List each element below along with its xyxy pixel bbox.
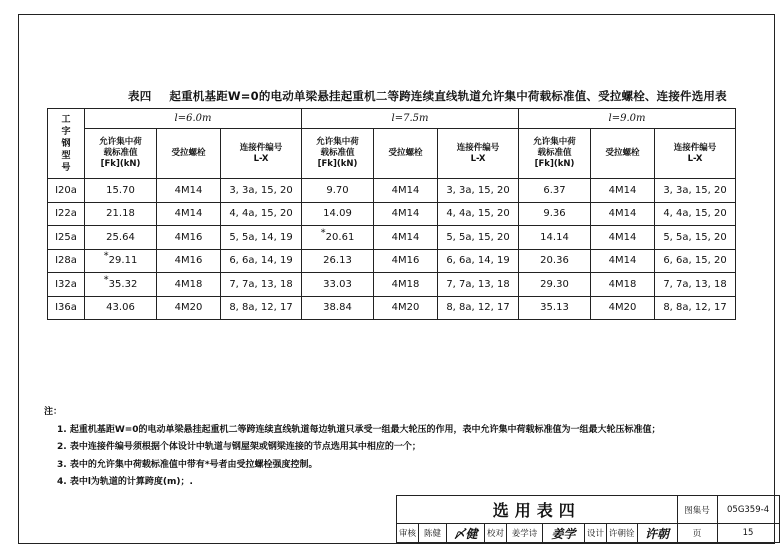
note-item: 4. 表中l为轨道的计算跨度(m)；. xyxy=(57,477,193,487)
designer-signature: 许朝 xyxy=(637,524,677,543)
steel-type: I36a xyxy=(48,296,85,320)
table-row xyxy=(48,226,736,250)
load-header: 允许集中荷 载标准值 [Fk](kN) xyxy=(519,129,591,179)
bolt-value: 4M16 xyxy=(157,226,221,250)
reviewer-signature: 〆健 xyxy=(447,524,485,543)
bolt-value: 4M16 xyxy=(374,249,438,273)
conn-value: 7, 7a, 13, 18 xyxy=(221,273,302,297)
load-value: *20.61 xyxy=(302,226,374,250)
steel-type: I32a xyxy=(48,273,85,297)
title-block xyxy=(396,495,780,543)
steel-type: I25a xyxy=(48,226,85,250)
selection-table xyxy=(47,108,736,320)
conn-value: 6, 6a, 15, 20 xyxy=(655,249,736,273)
table-row xyxy=(48,273,736,297)
table-row xyxy=(48,296,736,320)
steel-type: I20a xyxy=(48,179,85,203)
span-header-1: l=6.0m xyxy=(85,109,302,129)
steel-type: I22a xyxy=(48,202,85,226)
load-value: 26.13 xyxy=(302,249,374,273)
table-row xyxy=(48,202,736,226)
bolt-value: 4M14 xyxy=(374,226,438,250)
note-item: 2. 表中连接件编号须根据个体设计中轨道与钢屋架或钢梁连接的节点选用其中相应的一个； xyxy=(57,442,421,452)
conn-value: 5, 5a, 14, 19 xyxy=(221,226,302,250)
conn-value: 3, 3a, 15, 20 xyxy=(655,179,736,203)
bolt-header: 受拉螺栓 xyxy=(157,129,221,179)
conn-value: 5, 5a, 15, 20 xyxy=(438,226,519,250)
load-value: 25.64 xyxy=(85,226,157,250)
designer-name: 许朝铨 xyxy=(607,524,638,543)
notes-title: 注： xyxy=(44,407,63,417)
conn-value: 8, 8a, 12, 17 xyxy=(221,296,302,320)
load-value: 9.70 xyxy=(302,179,374,203)
load-value: 21.18 xyxy=(85,202,157,226)
note-item: 3. 表中的允许集中荷载标准值中带有*号者由受拉螺栓强度控制。 xyxy=(57,459,318,470)
bolt-value: 4M14 xyxy=(374,202,438,226)
bolt-value: 4M20 xyxy=(157,296,221,320)
table-row xyxy=(48,249,736,273)
load-value: 14.09 xyxy=(302,202,374,226)
load-value: 6.37 xyxy=(519,179,591,203)
load-value: *29.11 xyxy=(85,249,157,273)
load-value: 35.13 xyxy=(519,296,591,320)
conn-value: 5, 5a, 15, 20 xyxy=(655,226,736,250)
bolt-value: 4M14 xyxy=(157,179,221,203)
page-label: 页 xyxy=(677,524,717,543)
table-caption-text: 起重机基距W=0的电动单梁悬挂起重机二等跨连续直线轨道允许集中荷载标准值、受拉螺栓、连接件选用表 xyxy=(169,89,727,103)
page-number: 15 xyxy=(717,524,779,543)
load-value: 9.36 xyxy=(519,202,591,226)
conn-value: 4, 4a, 15, 20 xyxy=(438,202,519,226)
notes xyxy=(44,404,661,492)
load-value: 20.36 xyxy=(519,249,591,273)
bolt-header: 受拉螺栓 xyxy=(374,129,438,179)
bolt-header: 受拉螺栓 xyxy=(591,129,655,179)
conn-header: 连接件编号 L-X xyxy=(655,129,736,179)
atlas-number: 05G359-4 xyxy=(717,496,779,524)
design-label: 设计 xyxy=(585,524,607,543)
check-label: 校对 xyxy=(485,524,507,543)
conn-header: 连接件编号 L-X xyxy=(221,129,302,179)
bolt-value: 4M20 xyxy=(374,296,438,320)
conn-value: 8, 8a, 12, 17 xyxy=(438,296,519,320)
atlas-label: 图集号 xyxy=(677,496,717,524)
conn-value: 7, 7a, 13, 18 xyxy=(438,273,519,297)
conn-value: 8, 8a, 12, 17 xyxy=(655,296,736,320)
conn-value: 6, 6a, 14, 19 xyxy=(221,249,302,273)
bolt-value: 4M14 xyxy=(591,249,655,273)
load-header: 允许集中荷 载标准值 [Fk](kN) xyxy=(302,129,374,179)
conn-value: 4, 4a, 15, 20 xyxy=(221,202,302,226)
load-value: 29.30 xyxy=(519,273,591,297)
conn-value: 6, 6a, 14, 19 xyxy=(438,249,519,273)
bolt-value: 4M18 xyxy=(157,273,221,297)
load-value: 33.03 xyxy=(302,273,374,297)
conn-value: 3, 3a, 15, 20 xyxy=(221,179,302,203)
table-row xyxy=(48,179,736,203)
reviewer-name: 陈健 xyxy=(419,524,447,543)
conn-value: 7, 7a, 13, 18 xyxy=(655,273,736,297)
span-header-3: l=9.0m xyxy=(519,109,736,129)
bolt-value: 4M14 xyxy=(591,202,655,226)
span-header-2: l=7.5m xyxy=(302,109,519,129)
note-item: 1. 起重机基距W=0的电动单梁悬挂起重机二等跨连续直线轨道每边轨道只承受一组最大轮压的作用，表中允许集中荷载标准值为一组最大轮压标准值； xyxy=(57,424,661,435)
conn-value: 3, 3a, 15, 20 xyxy=(438,179,519,203)
bolt-value: 4M14 xyxy=(374,179,438,203)
bolt-value: 4M14 xyxy=(591,179,655,203)
bolt-value: 4M16 xyxy=(157,249,221,273)
conn-value: 4, 4a, 15, 20 xyxy=(655,202,736,226)
steel-type-header: 工字钢型号 xyxy=(48,109,85,179)
review-label: 审核 xyxy=(397,524,419,543)
checker-name: 姜学诗 xyxy=(507,524,543,543)
bolt-value: 4M18 xyxy=(591,273,655,297)
load-value: 15.70 xyxy=(85,179,157,203)
load-value: *35.32 xyxy=(85,273,157,297)
bolt-value: 4M20 xyxy=(591,296,655,320)
conn-header: 连接件编号 L-X xyxy=(438,129,519,179)
load-header: 允许集中荷 载标准值 [Fk](kN) xyxy=(85,129,157,179)
load-value: 43.06 xyxy=(85,296,157,320)
steel-type: I28a xyxy=(48,249,85,273)
bolt-value: 4M18 xyxy=(374,273,438,297)
table-caption xyxy=(128,88,727,104)
bolt-value: 4M14 xyxy=(591,226,655,250)
checker-signature: 姜学 xyxy=(543,524,585,543)
load-value: 14.14 xyxy=(519,226,591,250)
load-value: 38.84 xyxy=(302,296,374,320)
bolt-value: 4M14 xyxy=(157,202,221,226)
sheet-title: 选用表四 xyxy=(397,496,678,524)
table-number: 表四 xyxy=(128,89,152,103)
